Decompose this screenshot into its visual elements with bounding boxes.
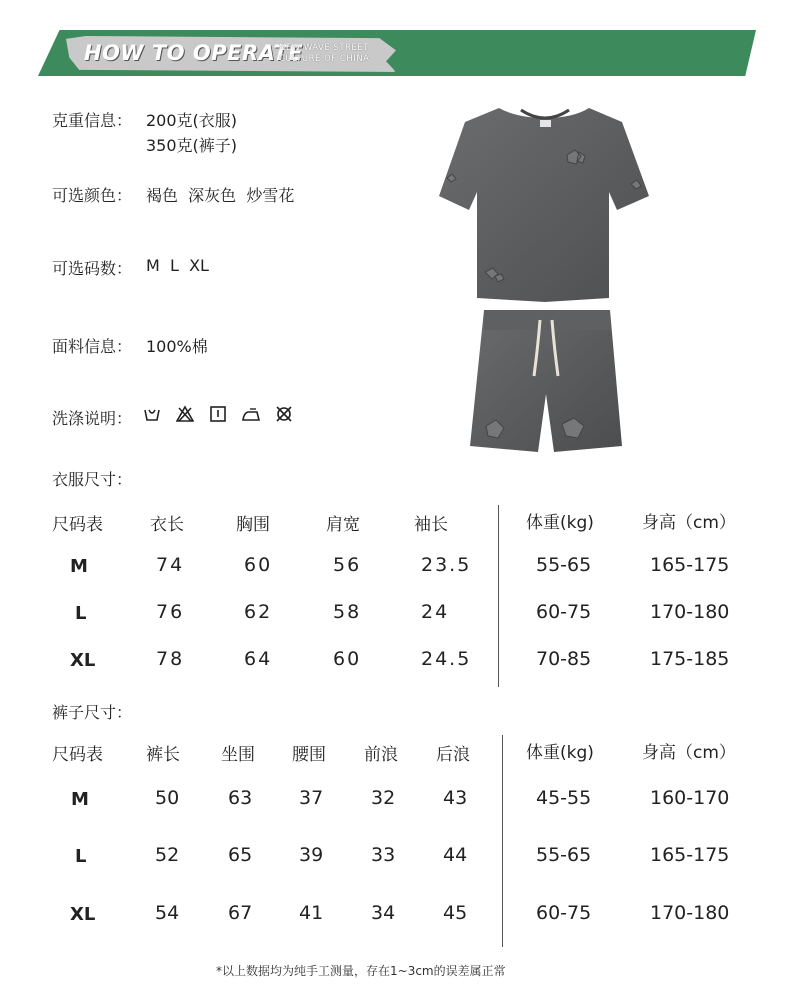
pants-weight-cell: 60-75 (536, 902, 592, 924)
shirt-size-title: 衣服尺寸： (52, 470, 133, 489)
shirt-shoulder-cell: 56 (333, 554, 362, 576)
pants-front-rise-cell: 33 (371, 844, 396, 866)
pants-header-height: 身高（cm） (642, 743, 736, 763)
pants-header-length: 裤长 (146, 745, 180, 765)
iron-icon (242, 405, 260, 423)
shirt-length-cell: 78 (156, 648, 185, 670)
weight-value-shirt: 200克(衣服) (146, 111, 238, 130)
pants-back-rise-cell: 45 (443, 902, 468, 924)
shirt-header-shoulder: 肩宽 (326, 515, 360, 535)
pants-weight-cell: 45-55 (536, 787, 592, 809)
shirt-header-chest: 胸围 (236, 515, 270, 535)
shirt-header-length: 衣长 (150, 515, 184, 535)
shirt-weight-cell: 60-75 (536, 601, 592, 623)
pants-waist-cell: 39 (299, 844, 324, 866)
pants-length-cell: 50 (155, 787, 180, 809)
pants-header-hip: 坐围 (221, 745, 255, 765)
pants-size-title: 裤子尺寸： (52, 703, 133, 722)
tumble-dry-icon (209, 405, 227, 423)
weight-label: 克重信息： (52, 111, 133, 130)
pants-back-rise-cell: 43 (443, 787, 468, 809)
shirt-chest-cell: 62 (244, 601, 273, 623)
shirt-table-divider (498, 505, 499, 687)
colors-label: 可选颜色： (52, 186, 133, 205)
wash-label: 洗涤说明： (52, 409, 133, 428)
pants-header-front-rise: 前浪 (364, 745, 398, 765)
pants-hip-cell: 63 (228, 787, 253, 809)
pants-length-cell: 54 (155, 902, 180, 924)
pants-size-cell: L (75, 846, 87, 867)
shirt-chest-cell: 64 (244, 648, 273, 670)
pants-table-divider (502, 735, 503, 947)
shirt-sleeve-cell: 24 (421, 601, 450, 623)
shirt-size-cell: L (75, 603, 87, 624)
pants-weight-cell: 55-65 (536, 844, 592, 866)
fabric-value: 100%棉 (146, 337, 208, 356)
shirt-length-cell: 76 (156, 601, 185, 623)
tshirt-image (437, 100, 652, 305)
shorts-image (466, 306, 626, 458)
pants-length-cell: 52 (155, 844, 180, 866)
pants-header-waist: 腰围 (292, 745, 326, 765)
pants-waist-cell: 37 (299, 787, 324, 809)
shirt-sleeve-cell: 24.5 (421, 648, 472, 670)
shirt-shoulder-cell: 60 (333, 648, 362, 670)
banner-subtitle (279, 43, 369, 65)
pants-front-rise-cell: 34 (371, 902, 396, 924)
pants-height-cell: 160-170 (650, 787, 730, 809)
banner-title: HOW TO OPERATE (84, 41, 304, 65)
pants-front-rise-cell: 32 (371, 787, 396, 809)
fabric-label: 面料信息： (52, 337, 133, 356)
pants-size-cell: M (71, 789, 89, 810)
shirt-height-cell: 170-180 (650, 601, 730, 623)
shirt-header-height: 身高（cm） (642, 513, 736, 533)
pants-back-rise-cell: 44 (443, 844, 468, 866)
hand-wash-icon (143, 405, 161, 423)
pants-header-weight: 体重(kg) (526, 743, 594, 763)
shirt-weight-cell: 55-65 (536, 554, 592, 576)
shirt-height-cell: 175-185 (650, 648, 730, 670)
pants-header-size: 尺码表 (52, 745, 103, 765)
banner-subtitle-line2: CULTURE OF CHINA (279, 54, 370, 64)
shirt-sleeve-cell: 23.5 (421, 554, 472, 576)
sizes-label: 可选码数： (52, 259, 133, 278)
shirt-size-cell: XL (70, 650, 96, 671)
pants-height-cell: 165-175 (650, 844, 730, 866)
shirt-shoulder-cell: 58 (333, 601, 362, 623)
shirt-header-weight: 体重(kg) (526, 513, 594, 533)
pants-size-cell: XL (70, 904, 96, 925)
colors-value: 褐色 深灰色 炒雪花 (146, 186, 295, 205)
pants-waist-cell: 41 (299, 902, 324, 924)
shirt-size-cell: M (70, 556, 88, 577)
pants-header-back-rise: 后浪 (436, 745, 470, 765)
shirt-chest-cell: 60 (244, 554, 273, 576)
do-not-dry-clean-icon (275, 405, 293, 423)
pants-hip-cell: 65 (228, 844, 253, 866)
shirt-weight-cell: 70-85 (536, 648, 592, 670)
pants-hip-cell: 67 (228, 902, 253, 924)
shirt-header-sleeve: 袖长 (414, 515, 448, 535)
shirt-header-size: 尺码表 (52, 515, 103, 535)
measurement-note: *以上数据均为纯手工测量，存在1~3cm的误差属正常 (216, 964, 506, 978)
sizes-value: M L XL (146, 256, 209, 275)
weight-value-pants: 350克(裤子) (146, 136, 238, 155)
pants-height-cell: 170-180 (650, 902, 730, 924)
shirt-height-cell: 165-175 (650, 554, 730, 576)
shirt-length-cell: 74 (156, 554, 185, 576)
banner-subtitle-line1: NEW WAVE STREET (279, 43, 369, 53)
do-not-bleach-icon (176, 405, 194, 423)
